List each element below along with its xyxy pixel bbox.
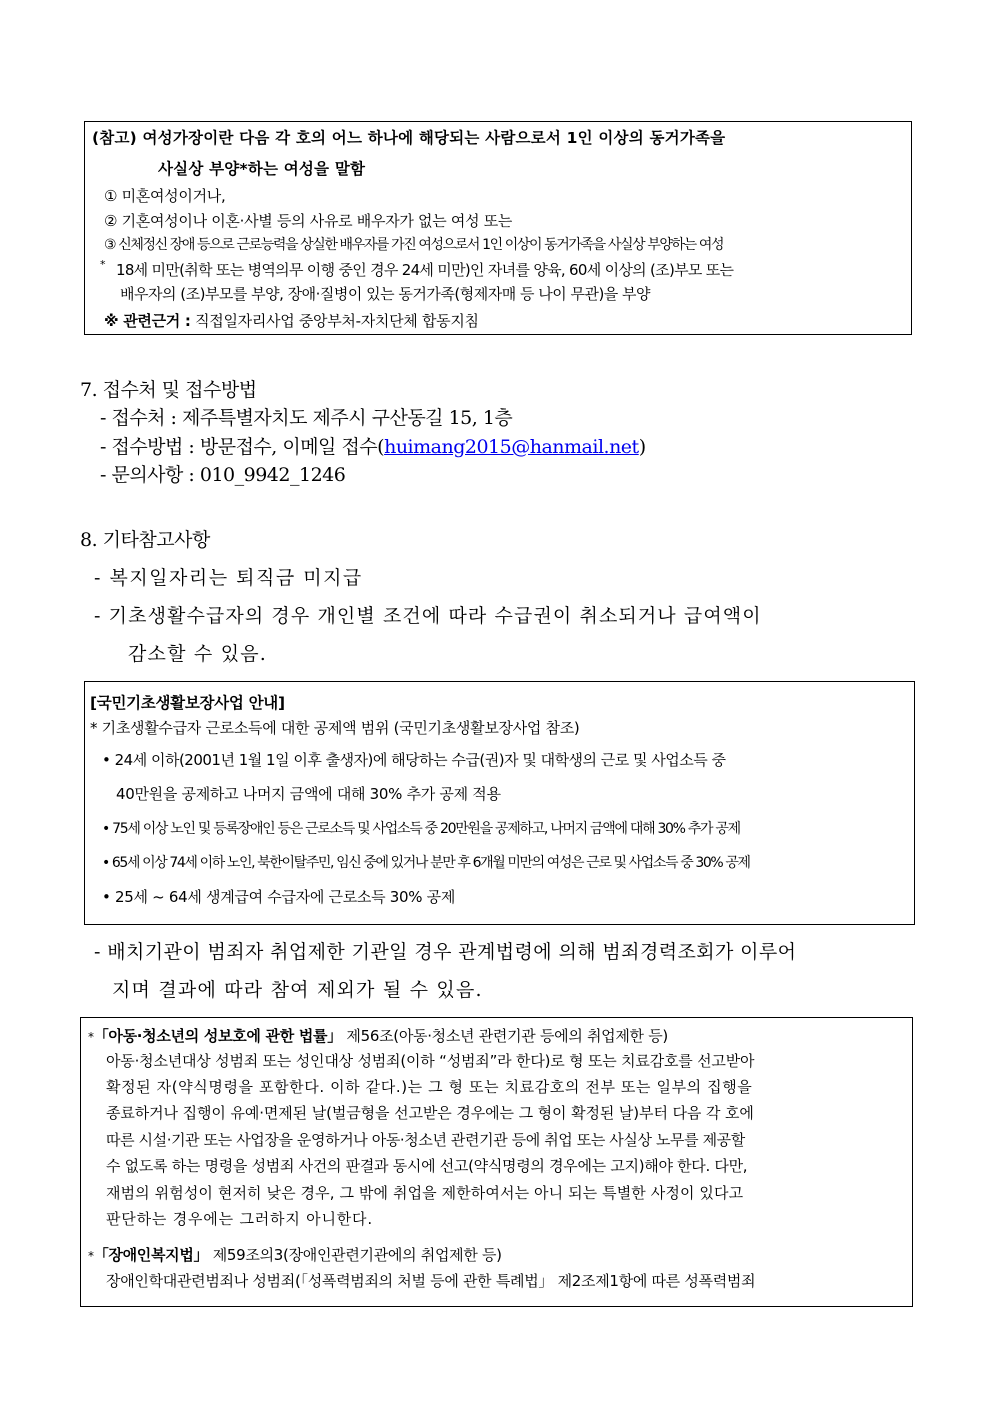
email-link[interactable]: huimang2015@hanmail.net — [384, 436, 639, 458]
law1-line-5: 수 없도록 하는 명령을 성범죄 사건의 판결과 동시에 선고(약식명령의 경우에는 고지)해야 한다. 다만, — [106, 1157, 748, 1175]
reference-item-1: ① 미혼여성이거나, — [104, 187, 226, 205]
section8-item3-line2: 지며 결과에 따라 참여 제외가 될 수 있음. — [112, 979, 483, 1001]
law1-line-1: 아동·청소년대상 성범죄 또는 성인대상 성범죄(이하 “성범죄”라 한다)로 형 또는 치료감호를 선고받아 — [106, 1052, 755, 1070]
reference-item-3: ③ 신체정신 장애 등으로 근로능력을 상실한 배우자를 가진 여성으로서 1인 이상이 동거가족을 사실상 부양하는 여성 — [104, 237, 724, 253]
section7-inquiry: - 문의사항 : 010_9942_1246 — [100, 464, 346, 486]
law1-line-2: 확정된 자(약식명령을 포함한다. 이하 같다.)는 그 형 또는 치료감호의 전부 또는 일부의 집행을 — [106, 1078, 753, 1096]
reference-basis — [104, 311, 479, 331]
law1-line-6: 재범의 위험성이 현저히 낮은 경우, 그 밖에 취업을 제한하여서는 아니 되는 특별한 사정이 있다고 — [106, 1184, 744, 1202]
law2-line: 장애인학대관련범죄나 성범죄(「성폭력범죄의 처벌 등에 관한 특례법」 제2조제1항에 따른 성폭력범죄 — [106, 1272, 756, 1290]
basic-living-bullet-2: • 75세 이상 노인 및 등록장애인 등은 근로소득 및 사업소득 중 20만원을 공제하고, 나머지 금액에 대해 30% 추가 공제 — [102, 821, 740, 837]
law1-article: 제56조(아동·청소년 관련기관 등에의 취업제한 등) — [341, 1027, 668, 1045]
law2-mark: * — [88, 1249, 94, 1263]
law1-title: 「아동·청소년의 성보호에 관한 법률」 — [93, 1027, 342, 1045]
method-prefix: - 접수방법 : 방문접수, 이메일 접수( — [100, 436, 385, 458]
reference-footnote-line1: 18세 미만(취학 또는 병역의무 이행 중인 경우 24세 미만)인 자녀를 양육, 60세 이상의 (조)부모 또는 — [116, 261, 734, 279]
section8-item2-line1: - 기초생활수급자의 경우 개인별 조건에 따라 수급권이 취소되거나 급여액이 — [94, 605, 762, 627]
section7-heading: 7. 접수처 및 접수방법 — [80, 379, 257, 401]
law1-line-4: 따른 시설·기관 또는 사업장을 운영하거나 아동·청소년 관련기관 등에 취업 또는 사실상 노무를 제공할 — [106, 1131, 745, 1149]
section8-heading: 8. 기타참고사항 — [80, 529, 210, 551]
section8-item3-line1: - 배치기관이 범죄자 취업제한 기관일 경우 관계법령에 의해 범죄경력조회가 이루어 — [94, 941, 797, 963]
basic-living-bullet-1: • 24세 이하(2001년 1월 1일 이후 출생자)에 해당하는 수급(권)자 및 대학생의 근로 및 사업소득 중 — [102, 751, 726, 769]
section8-item1: - 복지일자리는 퇴직금 미지급 — [94, 567, 363, 589]
reference-footnote-mark: * — [100, 258, 106, 271]
reference-footnote-line2: 배우자의 (조)부모를 부양, 장애·질병이 있는 동거가족(형제자매 등 나이 무관)을 부양 — [120, 285, 651, 303]
reference-item-2: ② 기혼여성이나 이혼·사별 등의 사유로 배우자가 없는 여성 또는 — [104, 212, 513, 230]
law2-article: 제59조의3(장애인관련기관에의 취업제한 등) — [208, 1246, 502, 1264]
law1-heading — [88, 1026, 668, 1047]
basic-living-subtitle: * 기초생활수급자 근로소득에 대한 공제액 범위 (국민기초생활보장사업 참조) — [90, 719, 580, 737]
basis-label: ※ 관련근거 : — [104, 312, 191, 330]
law1-line-7: 판단하는 경우에는 그러하지 아니한다. — [106, 1210, 373, 1228]
basic-living-bullet-4: • 25세 ~ 64세 생계급여 수급자에 근로소득 30% 공제 — [102, 888, 456, 906]
reference-title-line1: (참고) 여성가장이란 다음 각 호의 어느 하나에 해당되는 사람으로서 1인 이상의 동거가족을 — [92, 129, 726, 147]
section7-location: - 접수처 : 제주특별자치도 제주시 구산동길 15, 1층 — [100, 407, 513, 429]
law2-heading — [88, 1245, 502, 1266]
section7-method — [100, 435, 646, 459]
basic-living-bullet-1-cont: 40만원을 공제하고 나머지 금액에 대해 30% 추가 공제 적용 — [116, 785, 501, 803]
basic-living-title: [국민기초생활보장사업 안내] — [90, 694, 285, 712]
section8-item2-line2: 감소할 수 있음. — [128, 643, 268, 665]
basic-living-bullet-3: • 65세 이상 74세 이하 노인, 북한이탈주민, 임신 중에 있거나 분만 후 6개월 미만의 여성은 근로 및 사업소득 중 30% 공제 — [102, 855, 750, 871]
method-suffix: ) — [638, 436, 646, 458]
law1-line-3: 종료하거나 집행이 유예·면제된 날(벌금형을 선고받은 경우에는 그 형이 확정된 날)부터 다음 각 호에 — [106, 1104, 754, 1122]
law2-title: 「장애인복지법」 — [93, 1246, 209, 1264]
law1-mark: * — [88, 1030, 94, 1044]
reference-title-line2: 사실상 부양*하는 여성을 말함 — [158, 160, 366, 178]
basis-text: 직접일자리사업 중앙부처-자치단체 합동지침 — [195, 312, 479, 330]
